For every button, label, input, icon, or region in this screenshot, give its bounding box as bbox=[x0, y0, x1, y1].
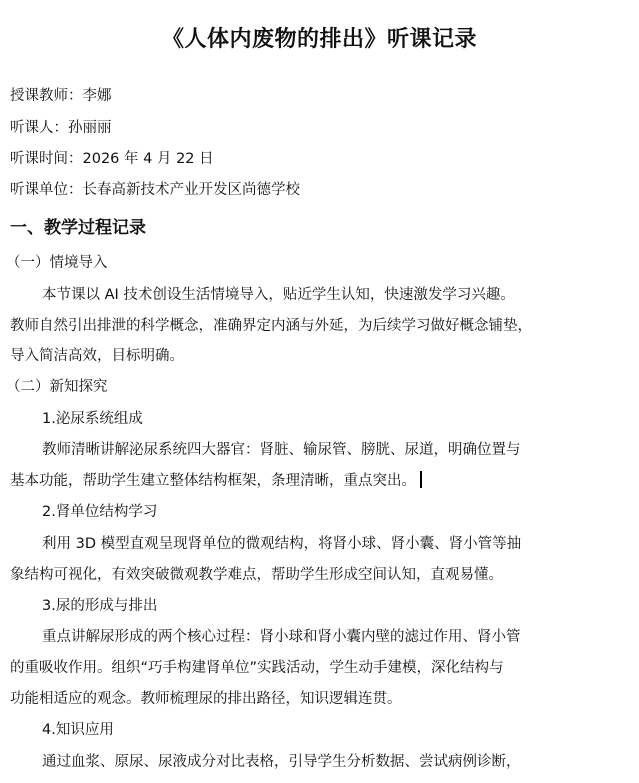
paragraph-line-with-cursor[interactable] bbox=[10, 471, 422, 491]
meta-time: 听课时间：2026 年 4 月 22 日 bbox=[10, 151, 214, 167]
paragraph-line: 本节课以 AI 技术创设生活情境导入，贴近学生认知，快速激发学习兴趣。 bbox=[42, 287, 515, 303]
meta-observer: 听课人：孙丽丽 bbox=[10, 120, 112, 136]
item-heading: 3.尿的形成与排出 bbox=[42, 598, 158, 614]
paragraph-line: 象结构可视化，有效突破微观教学难点，帮助学生形成空间认知，直观易懂。 bbox=[10, 567, 503, 583]
document-title: 《人体内废物的排出》听课记录 bbox=[161, 26, 477, 52]
paragraph-line: 的重吸收作用。组织“巧手构建肾单位”实践活动，学生动手建模，深化结构与 bbox=[10, 660, 504, 676]
subsection-heading-explore: （二）新知探究 bbox=[6, 379, 108, 395]
paragraph-line: 重点讲解尿形成的两个核心过程：肾小球和肾小囊内壁的滤过作用、肾小管 bbox=[42, 629, 521, 645]
text-cursor bbox=[420, 471, 422, 488]
subsection-heading-intro: （一）情境导入 bbox=[6, 255, 108, 271]
paragraph-line: 利用 3D 模型直观呈现肾单位的微观结构，将肾小球、肾小囊、肾小管等抽 bbox=[42, 536, 522, 552]
paragraph-line: 教师自然引出排泄的科学概念，准确界定内涵与外延，为后续学习做好概念铺垫， bbox=[10, 318, 532, 334]
meta-unit: 听课单位：长春高新技术产业开发区尚德学校 bbox=[10, 182, 300, 198]
item-heading: 1.泌尿系统组成 bbox=[42, 411, 143, 427]
item-heading: 2.肾单位结构学习 bbox=[42, 504, 158, 520]
paragraph-line: 教师清晰讲解泌尿系统四大器官：肾脏、输尿管、膀胱、尿道，明确位置与 bbox=[42, 442, 521, 458]
paragraph-line: 通过血浆、原尿、尿液成分对比表格，引导学生分析数据、尝试病例诊断， bbox=[42, 754, 521, 770]
paragraph-line: 导入简洁高效，目标明确。 bbox=[10, 348, 184, 364]
section-heading: 一、教学过程记录 bbox=[10, 218, 146, 238]
item-heading: 4.知识应用 bbox=[42, 722, 114, 738]
meta-teacher: 授课教师：李娜 bbox=[10, 88, 112, 104]
paragraph-line: 功能相适应的观念。教师梳理尿的排出路径，知识逻辑连贯。 bbox=[10, 691, 402, 707]
paragraph-line-text: 基本功能，帮助学生建立整体结构框架，条理清晰，重点突出。 bbox=[10, 473, 416, 489]
